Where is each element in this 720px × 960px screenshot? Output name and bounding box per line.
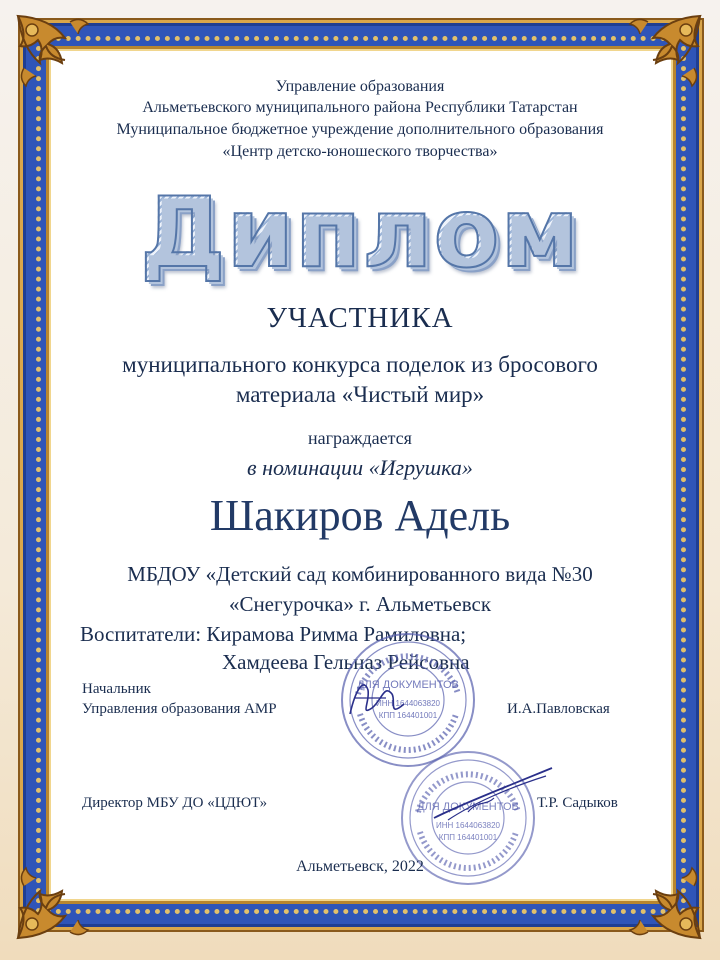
header-center-name: «Центр детско-юношеского творчества» [222, 143, 498, 160]
stamp-inn: ИНН 1644063820 [375, 699, 441, 708]
head-title-line-2: Управления образования АМР [82, 701, 277, 717]
header-institution: Муниципальное бюджетное учреждение дополнительного образования [116, 121, 604, 138]
signature-icon [342, 668, 412, 728]
head-title-line-1: Начальник [82, 681, 151, 697]
diploma-title [0, 178, 720, 288]
nomination-text: в номинации «Игрушка» [247, 455, 473, 480]
contest-line-1: муниципального конкурса поделок из бросового [122, 352, 598, 377]
city-year: Альметьевск, 2022 [296, 858, 424, 875]
director-name: Т.Р. Садыков [537, 795, 618, 811]
stamp-kpp: КПП 164401001 [438, 833, 498, 842]
teachers-line-1: Воспитатели: Кирамова Римма Рамиловна; [80, 622, 467, 646]
header-department: Управление образования [275, 78, 445, 95]
stamp-text: ДЛЯ ДОКУМЕНТОВ [417, 801, 519, 813]
stamp-text: ДЛЯ ДОКУМЕНТОВ [357, 679, 459, 691]
participant-subtitle: УЧАСТНИКА [266, 302, 454, 334]
stamp-kpp: КПП 164401001 [378, 711, 438, 720]
header-district: Альметьевского муниципального района Республики Татарстан [142, 99, 578, 116]
director-title: Директор МБУ ДО «ЦДЮТ» [82, 795, 268, 811]
contest-line-2: материала «Чистый мир» [235, 382, 485, 407]
stamp-inn: ИНН 1644063820 [435, 821, 501, 830]
awarded-text: награждается [308, 428, 412, 448]
diploma-title-text: Диплом [140, 177, 580, 289]
organization-line-2: «Снегурочка» г. Альметьевск [228, 592, 492, 616]
organization-line-1: МБДОУ «Детский сад комбинированного вида №30 [127, 562, 593, 586]
head-name: И.А.Павловская [507, 701, 610, 717]
teachers-line-2: Хамдеева Гельназ Рейсовна [222, 650, 470, 674]
recipient-name: Шакиров Адель [209, 491, 511, 540]
